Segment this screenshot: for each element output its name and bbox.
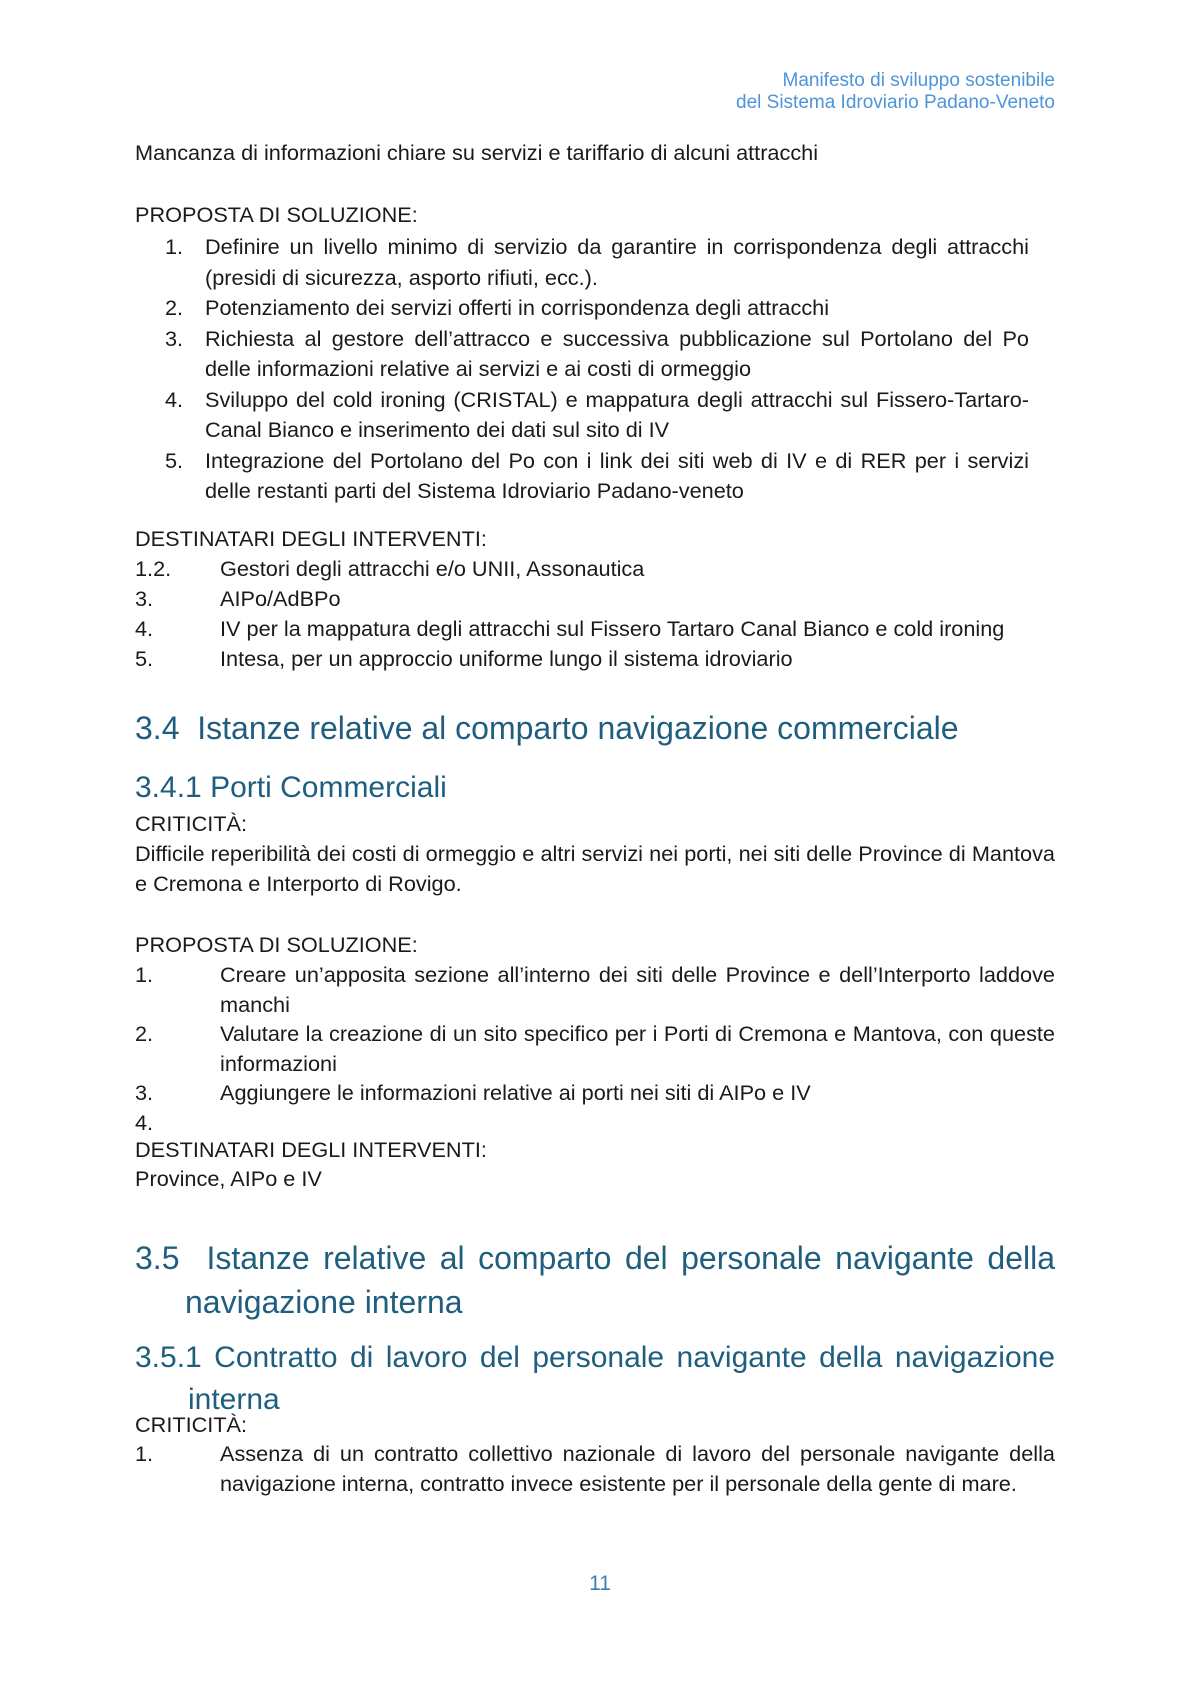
list-item-number: 1. (135, 962, 154, 987)
list-item (135, 584, 1055, 614)
list-item-number: 3. (135, 586, 154, 611)
list-item-number: 1. (165, 234, 184, 259)
section-number: 3.4 (135, 710, 180, 746)
section-title: Istanze relative al comparto navigazione commerciale (197, 710, 959, 746)
list-item-number: 4. (135, 616, 154, 641)
section-3-5-heading (135, 1236, 1055, 1324)
destinatari2-text: Province, AIPo e IV (135, 1166, 322, 1191)
list-item-number: 5. (135, 646, 154, 671)
list-item-number: 4. (165, 386, 184, 412)
page-number: 11 (589, 1572, 611, 1595)
criticita1-paragraph: Difficile reperibilità dei costi di ormeggio e altri servizi nei porti, nei siti delle Province di Mantova e Cremona e Interporto di Rovigo. (135, 841, 1055, 896)
list-item (135, 554, 1055, 584)
section-number: 3.5.1 (135, 1341, 202, 1374)
list-item (135, 644, 1055, 674)
intro-paragraph: Mancanza di informazioni chiare su servizi e tariffario di alcuni attracchi (135, 140, 819, 165)
list-item-text: Intesa, per un approccio uniforme lungo il sistema idroviario (220, 646, 793, 671)
section-number: 3.4.1 (135, 771, 202, 804)
list-item-text: Definire un livello minimo di servizio da garantire in corrispondenza degli attracchi (presidi di sicurezza, asporto rifiuti, ecc.). (205, 234, 1029, 290)
list-item (135, 232, 1055, 293)
list-item-number: 1. (135, 1441, 154, 1466)
list-item-text: Creare un’apposita sezione all’interno dei siti delle Province e dell’Interporto laddove manchi (220, 962, 1055, 1017)
criticita2-list (135, 1439, 1055, 1499)
list-item (135, 446, 1055, 507)
header-line-2: del Sistema Idroviario Padano-Veneto (736, 91, 1055, 113)
list-item-text: Assenza di un contratto collettivo nazionale di lavoro del personale navigante della navigazione interna, contratto invece esistente per il personale della gente di mare. (220, 1441, 1055, 1496)
list-item-number: 2. (165, 295, 184, 320)
section-number: 3.5 (135, 1240, 180, 1276)
list-item-number: 2. (135, 1021, 154, 1046)
list-item (135, 614, 1055, 644)
proposta2-label: PROPOSTA DI SOLUZIONE: (135, 932, 418, 957)
list-item-text: IV per la mappatura degli attracchi sul Fissero Tartaro Canal Bianco e cold ironing (220, 616, 1005, 641)
section-3-5-1 (135, 1337, 1055, 1421)
section-title: Istanze relative al comparto del personale navigante della navigazione interna (185, 1240, 1056, 1320)
section-3-4-heading (135, 706, 1055, 750)
header-line-1: Manifesto di sviluppo sostenibile (782, 70, 1055, 91)
section-3-4-1-heading (135, 767, 1055, 809)
list-item (135, 1019, 1055, 1078)
list-item-number: 3. (165, 325, 184, 351)
list-item-text: Aggiungere le informazioni relative ai porti nei siti di AIPo e IV (220, 1080, 811, 1105)
section-3-5-1-heading (135, 1337, 1055, 1421)
list-item (135, 293, 1055, 324)
list-item (135, 385, 1055, 446)
criticita2-label: CRITICITÀ: (135, 1412, 248, 1437)
destinatari1-label: DESTINATARI DEGLI INTERVENTI: (135, 526, 487, 551)
section-3-4 (135, 706, 1055, 750)
list-item-text: Gestori degli attracchi e/o UNII, Assonautica (220, 556, 645, 581)
section-title: Porti Commerciali (210, 771, 447, 804)
destinatari1-list (135, 554, 1055, 674)
list-item-number: 3. (135, 1080, 154, 1105)
list-item-number: 4. (135, 1109, 154, 1135)
list-item-number: 1.2. (135, 556, 172, 581)
list-item (135, 324, 1055, 385)
proposta1-label: PROPOSTA DI SOLUZIONE: (135, 202, 418, 227)
list-item-text: Potenziamento dei servizi offerti in corrispondenza degli attracchi (205, 295, 830, 320)
section-title: Contratto di lavoro del personale navigante della navigazione interna (188, 1341, 1055, 1416)
proposta1-list (135, 232, 1055, 507)
destinatari2-label: DESTINATARI DEGLI INTERVENTI: (135, 1137, 487, 1162)
list-item-text: Valutare la creazione di un sito specifico per i Porti di Cremona e Mantova, con queste informazioni (220, 1021, 1055, 1076)
section-3-5 (135, 1236, 1055, 1324)
proposta2-list (135, 960, 1055, 1135)
list-item-number: 5. (165, 447, 184, 473)
criticita1-label: CRITICITÀ: (135, 811, 248, 836)
list-item-text: Richiesta al gestore dell’attracco e successiva pubblicazione sul Portolano del Po delle informazioni relative ai servizi e ai costi di ormeggio (205, 325, 1029, 381)
document-header (135, 70, 1055, 113)
list-item-text: Sviluppo del cold ironing (CRISTAL) e mappatura degli attracchi sul Fissero-Tartaro-Canal Bianco e inserimento dei dati sul sito di IV (205, 386, 1029, 442)
list-item (135, 960, 1055, 1019)
list-item (135, 1439, 1055, 1499)
list-item (135, 1078, 1055, 1108)
list-item-text: AIPo/AdBPo (220, 586, 341, 611)
section-3-4-1 (135, 767, 1055, 809)
list-item-text: Integrazione del Portolano del Po con i link dei siti web di IV e di RER per i servizi delle restanti parti del Sistema Idroviario Padano-veneto (205, 447, 1029, 503)
